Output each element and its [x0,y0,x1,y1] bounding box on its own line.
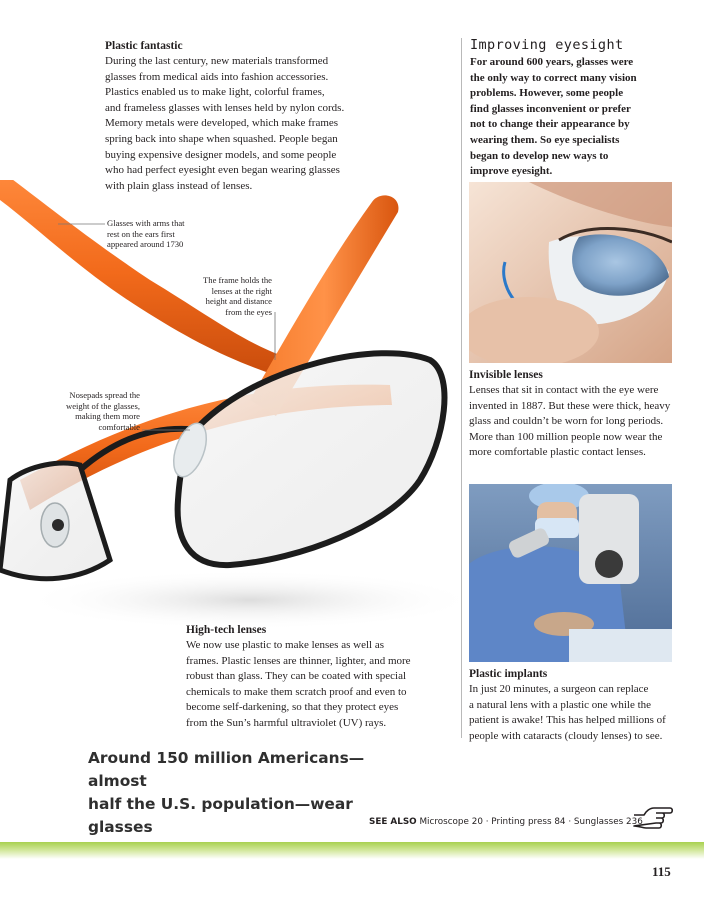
text-line: the only way to correct many vision [470,71,637,84]
fact-line: Around 150 million Americans—almost [88,749,365,790]
section-title: Plastic implants [469,668,548,680]
callout-nosepads [20,390,140,432]
section-title: High-tech lenses [186,624,267,636]
callout-line: Nosepads spread the [69,390,140,400]
text-line: find glasses inconvenient or prefer [470,102,631,115]
callout-line: lenses at the right [211,285,272,296]
callout-line: The frame holds the [203,275,272,285]
improving-eyesight-section [470,37,675,180]
invisible-lenses-section [469,367,679,461]
see-also-links[interactable]: Microscope 20 · Printing press 84 · Sunglasses 236 [419,817,643,827]
section-body [469,682,681,744]
text-line: people with cataracts (cloudy lenses) to see. [469,729,663,742]
text-line: glasses from medical aids into fashion accessories. [105,70,329,83]
text-line: Plastics enabled us to make light, colorful frames, [105,86,325,99]
text-line: In just 20 minutes, a surgeon can replace [469,683,649,695]
section-intro [470,55,675,180]
callout-line: comfortable [98,421,140,432]
text-line: frames. Plastic lenses are thinner, lighter, and more [186,654,411,667]
section-body [105,54,355,194]
text-line: from the Sun’s harmful ultraviolet (UV) rays. [186,716,387,729]
text-line: with plain glass instead of lenses. [105,179,253,192]
section-body [469,383,679,461]
text-line: spring back into shape when squashed. People began [105,132,338,145]
text-line: More than 100 million people now wear the [469,430,663,443]
callout-line: rest on the ears first [107,228,175,239]
hinge-screw [52,519,64,531]
callout-line: Glasses with arms that [107,218,185,228]
callout-line: height and distance [205,296,272,307]
text-line: a natural lens with a plastic one while the [469,698,652,711]
text-line: wearing them. So eye specialists [470,133,620,146]
text-line: patient is awake! This has helped millions of [469,714,666,727]
see-also[interactable] [369,817,643,827]
page-number: 115 [652,864,671,879]
section-body [186,638,434,732]
pointing-hand-icon [632,806,674,836]
callout-arms [107,218,207,250]
section-heading: Improving eyesight [470,37,624,53]
text-line: For around 600 years, glasses were [470,56,634,68]
text-line: who had perfect eyesight even began wearing glasses [105,164,340,177]
see-also-label: SEE ALSO [369,817,417,827]
column-divider [461,38,462,738]
text-line: During the last century, new materials transformed [105,55,329,67]
text-line: problems. However, some people [470,87,624,100]
high-tech-lenses-section [186,622,434,732]
eye-surgery-photo [469,484,672,662]
footer-green-bar [0,842,704,859]
plastic-fantastic-section [105,38,355,194]
callout-line: appeared around 1730 [107,239,184,250]
text-line: Lenses that sit in contact with the eye were [469,384,659,396]
fact-line: half the U.S. population—wear glasses [88,795,353,836]
text-line: glass and couldn’t be worn for long periods. [469,415,664,428]
section-title: Plastic fantastic [105,40,183,52]
patient-drape [569,629,672,662]
callout-frame [190,275,272,317]
contact-lens-illustration [469,182,672,363]
text-line: more comfortable plastic contact lenses. [469,446,646,459]
callout-line: from the eyes [225,306,272,317]
text-line: become self-darkening, so that they protect eyes [186,701,399,714]
contact-lens-photo [469,182,672,363]
callout-line: making them more [75,411,140,422]
text-line: Memory metals were developed, which make frames [105,117,339,130]
plastic-implants-section [469,666,681,744]
text-line: invented in 1887. But these were thick, heavy [469,399,671,412]
right-lens-frame [178,353,445,565]
text-line: We now use plastic to make lenses as well as [186,639,384,651]
text-line: chemicals to make them scratch proof and even to [186,685,407,698]
section-title: Invisible lenses [469,369,543,381]
text-line: began to develop new ways to [470,149,609,162]
callout-line: weight of the glasses, [66,400,140,411]
text-line: improve eyesight. [470,165,553,178]
text-line: and frameless glasses with lenses held by nylon cords. [105,101,345,114]
text-line: buying expensive designer models, and some people [105,148,337,161]
glasses-shadow [20,570,460,630]
text-line: not to change their appearance by [470,118,630,131]
microscope-lens [595,550,623,578]
text-line: robust than glass. They can be coated with special [186,670,407,683]
eye-surgery-illustration [469,484,672,662]
